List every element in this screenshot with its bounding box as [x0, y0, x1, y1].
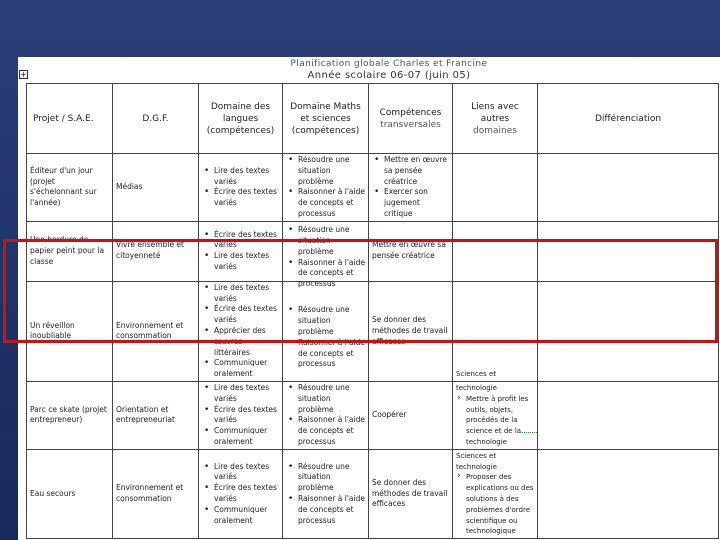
cell-langues — [199, 221, 283, 281]
header-langues: Domaine des langues (compétences) — [199, 84, 283, 154]
list-item: • Communiquer oralement — [202, 426, 279, 448]
cell-differenciation — [538, 281, 719, 381]
list-item: • Résoudre une situation problème — [286, 383, 365, 415]
cell-langues — [199, 281, 283, 381]
table-row — [27, 381, 719, 449]
table-row — [27, 154, 719, 222]
list-item: • Résoudre une situation problème — [286, 462, 365, 494]
document-title: Planification globale Charles et Francine — [290, 59, 488, 69]
cell-langues — [199, 381, 283, 449]
header-dgf: D.G.F. — [113, 84, 199, 154]
cell-transversales: Se donner des méthodes de travail efficaces — [369, 281, 453, 381]
header-row — [27, 84, 719, 154]
list-item: • Écrire des textes variés — [202, 304, 279, 326]
planning-table — [26, 83, 719, 539]
cell-projet: Un réveillon inoubliable — [27, 281, 113, 381]
list-item: • Écrire des textes variés — [202, 230, 279, 252]
cell-transversales: Se donner des méthodes de travail efficaces — [369, 449, 453, 538]
list-item: • Raisonner à l'aide de concepts et processus — [286, 494, 365, 526]
liens-title: Sciences et — [456, 370, 497, 379]
cell-maths — [283, 381, 369, 449]
cell-maths — [283, 281, 369, 381]
list-item: • Résoudre une situation problème — [286, 305, 365, 337]
list-item: › Proposer des explications ou des solutions à des problèmes d'ordre scientifique ou technologique — [456, 472, 534, 537]
cell-transversales: Coopérer — [369, 381, 453, 449]
cell-maths — [283, 449, 369, 538]
list-item: • Lire des textes variés — [202, 283, 279, 305]
list-item: • Lire des textes variés — [202, 383, 279, 405]
cell-langues — [199, 449, 283, 538]
list-item: • Communiquer oralement — [202, 505, 279, 527]
header-transversales — [369, 84, 453, 154]
cell-liens — [453, 154, 538, 222]
cell-projet: Une bordure de papier peint pour la classe — [27, 221, 113, 281]
list-item: • Communiquer oralement — [202, 358, 279, 380]
list-item: • Raisonner à l'aide de concepts et processus — [286, 415, 365, 447]
list-item: • Apprécier des œuvres littéraires — [202, 326, 279, 358]
header-liens — [453, 84, 538, 154]
liens-title: technologie — [456, 383, 497, 392]
document-title-block — [214, 58, 564, 82]
cell-transversales — [369, 154, 453, 222]
table-row — [27, 221, 719, 281]
header-projet: Projet / S.A.E. — [27, 84, 113, 154]
cell-projet: Éditeur d'un jour (projet s'échelonnant sur l'année) — [27, 154, 113, 222]
cell-differenciation — [538, 449, 719, 538]
table-move-handle[interactable]: + — [20, 70, 27, 79]
cell-maths — [283, 154, 369, 222]
list-item: • Lire des textes variés — [202, 462, 279, 484]
list-item: • Mettre en œuvre sa pensée créatrice — [372, 155, 449, 187]
cell-maths — [283, 221, 369, 289]
list-item: • Écrire des textes variés — [202, 483, 279, 505]
cell-projet: Parc ce skate (projet entrepreneur) — [27, 381, 113, 449]
list-item: • Raisonner à l'aide de concepts et processus — [286, 258, 365, 290]
cell-langues — [199, 154, 283, 222]
header-liens-line2: domaines — [473, 125, 517, 136]
cell-transversales: Mettre en œuvre sa pensée créatrice — [369, 221, 453, 281]
header-transversales-line2: transversales — [380, 119, 441, 130]
liens-title: Sciences et technologie — [456, 451, 497, 471]
cell-dgf: Environnement et consommation — [113, 281, 199, 381]
list-item: • Lire des textes variés — [202, 251, 279, 273]
header-transversales-line1: Compétences — [379, 107, 442, 118]
header-maths: Domaine Maths et sciences (compétences) — [283, 84, 369, 154]
document-page — [18, 57, 720, 540]
list-item: • Raisonner à l'aide de concepts et processus — [286, 187, 365, 219]
table-row — [27, 449, 719, 538]
cell-liens — [453, 281, 538, 381]
cell-projet: Eau secours — [27, 449, 113, 538]
table-row — [27, 281, 719, 381]
list-item: • Raisonner à l'aide de concepts et processus — [286, 338, 365, 370]
document-subtitle: Année scolaire 06-07 (juin 05) — [307, 70, 471, 81]
cell-liens — [453, 449, 538, 538]
list-item: › Mettre à profit les outils, objets, procédés de la science et de la technologie — [456, 394, 534, 448]
spellcheck-underline — [519, 429, 537, 433]
list-item: • Résoudre une situation problème — [286, 225, 365, 257]
cell-dgf: Orientation et entrepreneuriat — [113, 381, 199, 449]
cell-dgf: Environnement et consommation — [113, 449, 199, 538]
header-differenciation: Différenciation — [538, 84, 719, 154]
cell-dgf: Vivre ensemble et citoyenneté — [113, 221, 199, 281]
list-item: • Exercer son jugement critique — [372, 187, 449, 219]
list-item: • Écrire des textes variés — [202, 405, 279, 427]
cell-differenciation — [538, 221, 719, 281]
cell-liens — [453, 221, 538, 281]
list-item: • Résoudre une situation problème — [286, 155, 365, 187]
cell-dgf: Médias — [113, 154, 199, 222]
list-item: • Écrire des textes variés — [202, 187, 279, 209]
cell-liens — [453, 381, 538, 449]
list-item: • Lire des textes variés — [202, 166, 279, 188]
cell-differenciation — [538, 381, 719, 449]
cell-differenciation — [538, 154, 719, 222]
header-liens-line1: Liens avec autres — [471, 101, 519, 124]
